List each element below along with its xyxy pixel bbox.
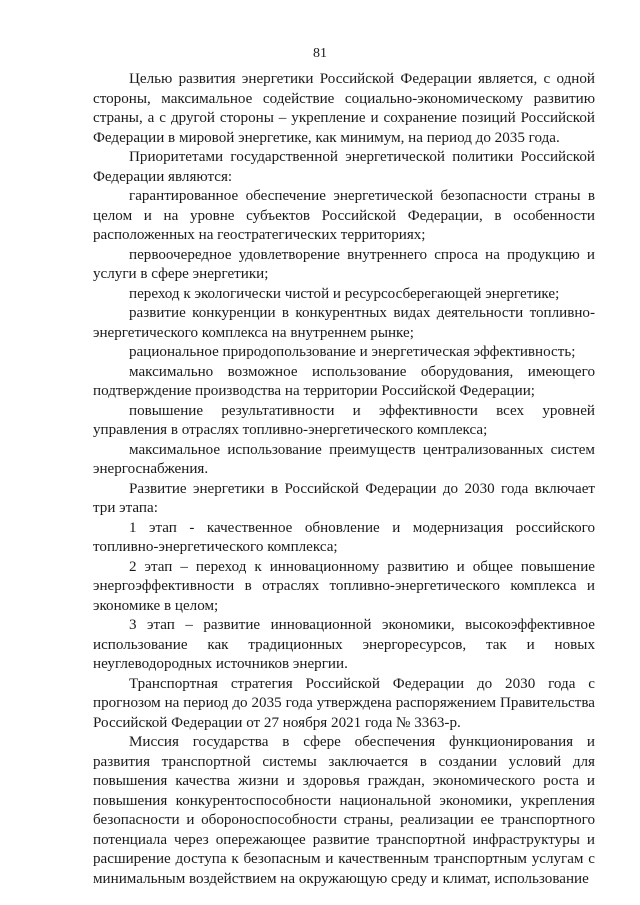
paragraph-state-mission: Миссия государства в сфере обеспечения функционирования и развития транспортной системы заключается в создании условий для повышения качества жизни и здоровья граждан, экономического роста и повышения конкурентоспособности национальной экономики, укрепления безопасности и обороноспособности страны, реализации ее транспортного потенциала через опережающее развитие транспортной инфраструктуры и расширение доступа к безопасным и качественным транспортным услугам с минимальным воздействием на окружающую среду и климат, использование (93, 734, 595, 887)
paragraph-transport-strategy: Транспортная стратегия Российской Федерации до 2030 года с прогнозом на период до 2035 года утверждена распоряжением Правительства Российской Федерации от 27 ноября 2021 года № 3363-р. (93, 675, 595, 731)
paragraph-priorities-intro: Приоритетами государственной энергетической политики Российской Федерации являются: (93, 149, 595, 185)
list-item-rational-use: рациональное природопользование и энергетическая эффективность; (129, 344, 576, 360)
stage-1: 1 этап - качественное обновление и модернизация российского топливно-энергетического комплекса; (93, 519, 595, 555)
list-item-domestic-demand: первоочередное удовлетворение внутреннего спроса на продукцию и услуги в сфере энергетики; (93, 246, 595, 282)
stage-3: 3 этап – развитие инновационной экономики, высокоэффективное использование как традиционных энергоресурсов, так и новых неуглеводородных источников энергии. (93, 617, 595, 672)
body-text (93, 70, 595, 889)
paragraph-goal: Целью развития энергетики Российской Федерации является, с одной стороны, максимальное содействие социально-экономическому развитию страны, а с другой стороны – укрепление и сохранение позиций Российской Федерации в мировой энергетике, как минимум, на период до 2035 года. (93, 71, 595, 146)
list-item-management-efficiency: повышение результативности и эффективности всех уровней управления в отраслях топливно-энергетического комплекса; (93, 402, 595, 438)
list-item-clean-energy: переход к экологически чистой и ресурсосберегающей энергетике; (129, 285, 560, 302)
list-item-centralized-systems: максимальное использование преимуществ централизованных систем энергоснабжения. (93, 441, 595, 477)
list-item-energy-security: гарантированное обеспечение энергетической безопасности страны в целом и на уровне субъектов Российской Федерации, в особенности расположенных на геостратегических территориях; (93, 188, 595, 243)
page-number: 81 (313, 46, 327, 61)
paragraph-stages-intro: Развитие энергетики в Российской Федерации до 2030 года включает три этапа: (93, 480, 595, 516)
list-item-competition: развитие конкуренции в конкурентных видах деятельности топливно-энергетического комплекса на внутреннем рынке; (93, 305, 595, 341)
list-item-domestic-equipment: максимально возможное использование оборудования, имеющего подтверждение производства на территории Российской Федерации; (93, 363, 595, 399)
stage-2: 2 этап – переход к инновационному развитию и общее повышение энергоэффективности в отраслях топливно-энергетического комплекса и экономике в целом; (93, 558, 595, 614)
